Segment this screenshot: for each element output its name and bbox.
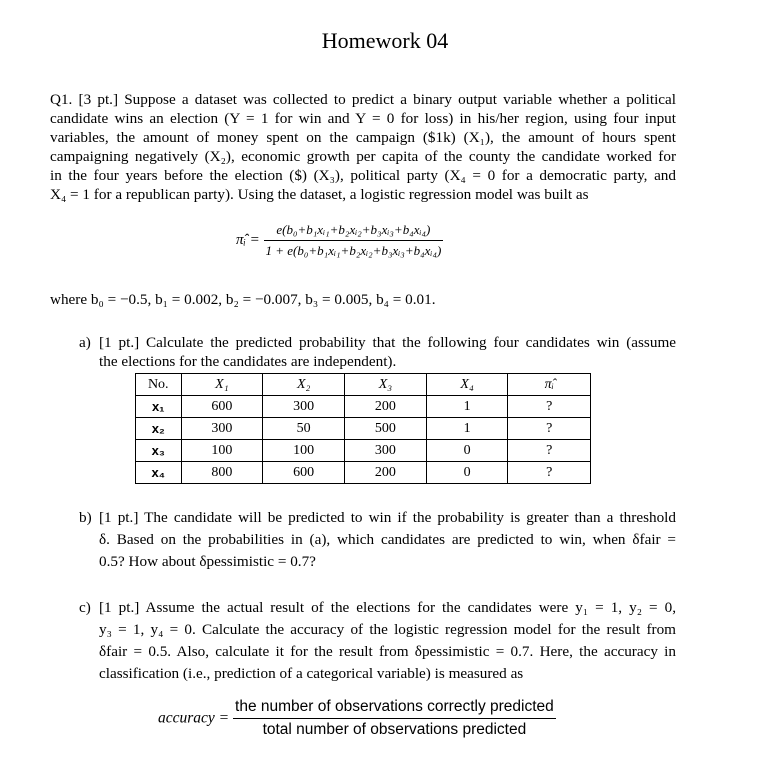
coefficients-line: where b₀ = −0.5, b₁ = 0.002, b₂ = −0.007, b₃ = 0.005, b₄ = 0.01. <box>50 291 436 308</box>
row-label: x₃ <box>136 440 182 462</box>
q1-line: candidate wins an election (Y = 1 for win and Y = 0 for loss) in his/her region, using four input <box>50 110 676 127</box>
q1-paragraph <box>50 90 676 204</box>
formula-denominator: 1 + e(b₀+b₁xᵢ₁+b₂xᵢ₂+b₃xᵢ₃+b₄xᵢ₄) <box>265 243 442 258</box>
column-header: X₁ <box>181 374 263 396</box>
table-cell: ? <box>508 418 591 440</box>
table-cell: ? <box>508 440 591 462</box>
table-header-row <box>136 374 591 396</box>
table-cell: 300 <box>181 418 263 440</box>
part-b-line: 0.5? How about δpessimistic = 0.7? <box>99 553 316 570</box>
table-cell: 1 <box>426 396 508 418</box>
part-a-text <box>99 333 676 371</box>
column-header: X₄ <box>426 374 508 396</box>
q1-line: campaigning negatively (X₂), economic growth per capita of the county the candidate worked for <box>50 148 676 165</box>
part-c-line: classification (i.e., prediction of a categorical variable) is measured as <box>99 665 524 682</box>
part-c-label: c) <box>79 599 91 616</box>
table-cell: 1 <box>426 418 508 440</box>
table-cell: 600 <box>181 396 263 418</box>
table-cell: 500 <box>345 418 427 440</box>
accuracy-fraction <box>233 698 556 739</box>
table-cell: 300 <box>263 396 345 418</box>
table-cell: 200 <box>345 396 427 418</box>
table-cell: 200 <box>345 462 427 484</box>
table-cell: 100 <box>181 440 263 462</box>
part-a-line: [1 pt.] Calculate the predicted probability that the following four candidates win (assume <box>99 334 676 351</box>
accuracy-formula <box>158 698 556 739</box>
table-cell: 0 <box>426 462 508 484</box>
table-cell: 800 <box>181 462 263 484</box>
table-row <box>136 418 591 440</box>
formula-lhs: π̂ᵢ = <box>236 232 260 248</box>
part-c-line: [1 pt.] Assume the actual result of the elections for the candidates were y₁ = 1, y₂ = 0, <box>99 599 676 616</box>
table-row <box>136 440 591 462</box>
table-row <box>136 396 591 418</box>
q1-line: X₄ = 1 for a republican party). Using the dataset, a logistic regression model was built as <box>50 186 589 203</box>
q1-line: variables, the amount of money spent on the campaign ($1k) (X₁), the amount of hours spent <box>50 129 676 146</box>
formula-fraction <box>264 222 444 259</box>
table-cell: ? <box>508 396 591 418</box>
part-c-line: δfair = 0.5. Also, calculate it for the result from δpessimistic = 0.7. Here, the accuracy in <box>99 643 676 660</box>
row-label: x₁ <box>136 396 182 418</box>
formula-numerator: e(b₀+b₁xᵢ₁+b₂xᵢ₂+b₃xᵢ₃+b₄xᵢ₄) <box>276 222 431 237</box>
table-cell: 0 <box>426 440 508 462</box>
row-label: x₂ <box>136 418 182 440</box>
part-a-line: the elections for the candidates are independent). <box>99 353 397 370</box>
page-title: Homework 04 <box>321 28 449 53</box>
table-cell: 100 <box>263 440 345 462</box>
accuracy-numerator: the number of observations correctly predicted <box>235 698 554 715</box>
row-label: x₄ <box>136 462 182 484</box>
accuracy-lhs: accuracy = <box>158 709 230 727</box>
q1-line: Q1. [3 pt.] Suppose a dataset was collected to predict a binary output variable whether a political <box>50 91 676 108</box>
column-header: X₃ <box>345 374 427 396</box>
column-header: X₂ <box>263 374 345 396</box>
column-header: No. <box>136 374 182 396</box>
part-b-text <box>99 507 676 573</box>
part-c-line: y₃ = 1, y₄ = 0. Calculate the accuracy of the logistic regression model for the result from <box>99 621 676 638</box>
part-b-line: δ. Based on the probabilities in (a), which candidates are predicted to win, when δfair = <box>99 531 676 548</box>
part-b-line: [1 pt.] The candidate will be predicted to win if the probability is greater than a threshold <box>99 509 676 526</box>
table-row <box>136 462 591 484</box>
table-cell: 300 <box>345 440 427 462</box>
accuracy-denominator: total number of observations predicted <box>262 721 527 738</box>
table-cell: ? <box>508 462 591 484</box>
part-b-label: b) <box>79 509 92 526</box>
candidates-table <box>135 373 591 484</box>
table-cell: 50 <box>263 418 345 440</box>
q1-line: in the four years before the election ($) (X₃), political party (X₄ = 0 for a democratic party, and <box>50 167 676 184</box>
part-c-text <box>99 597 676 685</box>
logistic-formula <box>236 222 443 259</box>
part-a-label: a) <box>79 334 91 351</box>
column-header: π̂ᵢ <box>508 374 591 396</box>
table-cell: 600 <box>263 462 345 484</box>
